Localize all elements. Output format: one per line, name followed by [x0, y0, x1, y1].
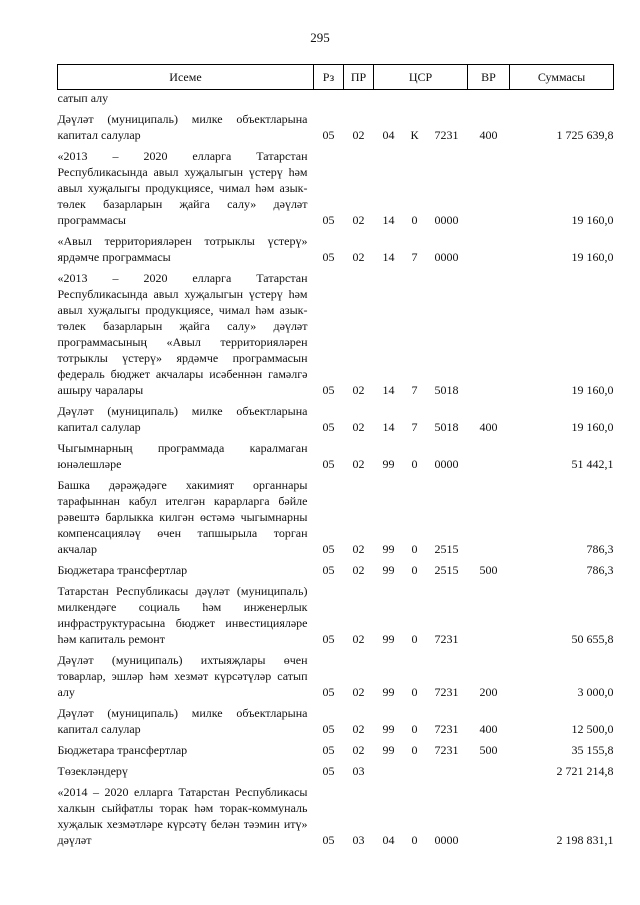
table-header-row — [58, 65, 614, 90]
row-vr — [468, 583, 510, 647]
row-rz: 05 — [322, 383, 335, 397]
row-name: Татарстан Республикасы дәүләт (муниципаль) милкендәге социаль һәм инженерлык инфраструктурасына бюджет инвестицияләре һәм капиталь ремонт — [57, 584, 308, 646]
row-name: Төзекләндерү — [57, 764, 128, 778]
row-vr: 500 — [479, 563, 498, 577]
header-vr: ВР — [468, 65, 510, 90]
row-rz — [314, 90, 344, 107]
row-name: «Авыл территорияләрен тотрыклы үстерү» ярдәмче программасы — [57, 234, 308, 264]
row-csr-subprogram: К — [410, 128, 419, 142]
row-rz: 05 — [322, 128, 335, 142]
table-row — [58, 583, 614, 647]
row-pr: 02 — [352, 743, 365, 757]
row-sum: 1 725 639,8 — [556, 128, 614, 142]
row-vr — [468, 763, 510, 779]
row-csr-program: 99 — [382, 685, 395, 699]
row-vr — [468, 90, 510, 107]
row-pr: 02 — [352, 563, 365, 577]
row-rz: 05 — [322, 213, 335, 227]
row-pr: 03 — [352, 764, 365, 778]
row-pr: 02 — [352, 685, 365, 699]
header-csr: ЦСР — [374, 65, 468, 90]
row-sum: 2 721 214,8 — [556, 764, 614, 778]
row-csr-direction: 0000 — [434, 833, 459, 847]
row-vr — [468, 270, 510, 398]
row-sum: 50 655,8 — [571, 632, 614, 646]
row-pr: 03 — [352, 833, 365, 847]
budget-table — [57, 64, 614, 848]
row-csr-direction — [426, 90, 468, 107]
row-pr: 02 — [352, 420, 365, 434]
row-name: «2014 – 2020 елларга Татарстан Республикасы халкын сыйфатлы торак һәм торак-коммуналь хуҗалык хезмәтләре күрсәтү белән тәэмин итү» дәүләт — [57, 785, 308, 847]
row-csr-subprogram: 0 — [411, 213, 418, 227]
row-sum: 19 160,0 — [571, 420, 614, 434]
row-csr-direction: 0000 — [434, 213, 459, 227]
table-row — [58, 233, 614, 265]
row-csr-subprogram: 7 — [411, 250, 418, 264]
row-csr-direction: 7231 — [434, 722, 459, 736]
row-rz: 05 — [322, 563, 335, 577]
row-csr-program: 04 — [382, 128, 395, 142]
table-body — [58, 90, 614, 849]
row-csr-direction: 0000 — [434, 250, 459, 264]
row-sum: 19 160,0 — [571, 383, 614, 397]
row-vr — [468, 233, 510, 265]
row-vr — [468, 148, 510, 228]
row-vr — [468, 477, 510, 557]
row-csr-program: 99 — [382, 632, 395, 646]
row-rz: 05 — [322, 722, 335, 736]
row-vr — [468, 784, 510, 848]
row-csr-program: 14 — [382, 213, 395, 227]
row-sum: 12 500,0 — [571, 722, 614, 736]
row-csr-subprogram: 0 — [411, 743, 418, 757]
row-csr-direction: 0000 — [434, 457, 459, 471]
row-csr-program — [374, 763, 404, 779]
row-vr: 400 — [479, 420, 498, 434]
header-rz: Рз — [314, 65, 344, 90]
table-row — [58, 111, 614, 143]
row-name: Башка дәрәҗәдәге хакимият органнары тарафыннан кабул ителгән карарларга бәйле рәвештә барлыкка килгән өстәмә чыгымнарны компенсацияләү өчен тапшырыла торган акчалар — [57, 478, 308, 556]
row-vr: 400 — [479, 128, 498, 142]
row-csr-subprogram: 0 — [411, 685, 418, 699]
row-csr-direction: 5018 — [434, 383, 459, 397]
row-rz: 05 — [322, 250, 335, 264]
table-row — [58, 440, 614, 472]
row-csr-direction: 7231 — [434, 743, 459, 757]
row-pr: 02 — [352, 250, 365, 264]
row-rz: 05 — [322, 457, 335, 471]
row-csr-program: 99 — [382, 542, 395, 556]
row-pr: 02 — [352, 457, 365, 471]
row-csr-program: 99 — [382, 722, 395, 736]
row-vr: 200 — [479, 685, 498, 699]
row-sum: 35 155,8 — [571, 743, 614, 757]
row-name: Бюджетара трансфертлар — [57, 563, 188, 577]
row-sum: 786,3 — [586, 542, 614, 556]
row-name: «2013 – 2020 елларга Татарстан Республикасында авыл хуҗалыгын үстерү һәм авыл хуҗалыгы продукциясе, чимал һәм азык-төлек базарларын җайга салу» дәүләт программасы — [57, 149, 308, 227]
page-number: 295 — [310, 30, 330, 45]
row-sum — [510, 90, 614, 107]
row-rz: 05 — [322, 420, 335, 434]
row-pr: 02 — [352, 632, 365, 646]
table-row — [58, 148, 614, 228]
row-pr: 02 — [352, 722, 365, 736]
row-csr-direction: 5018 — [434, 420, 459, 434]
row-sum: 2 198 831,1 — [556, 833, 614, 847]
header-name: Исеме — [58, 65, 314, 90]
row-csr-program: 99 — [382, 563, 395, 577]
table-row — [58, 403, 614, 435]
table-row — [58, 90, 614, 107]
row-sum: 51 442,1 — [571, 457, 614, 471]
row-csr-subprogram: 0 — [411, 632, 418, 646]
row-csr-subprogram: 0 — [411, 833, 418, 847]
row-csr-subprogram: 7 — [411, 420, 418, 434]
table-row — [58, 652, 614, 700]
row-csr-program: 99 — [382, 743, 395, 757]
row-csr-program: 14 — [382, 383, 395, 397]
row-csr-subprogram: 0 — [411, 563, 418, 577]
row-sum: 19 160,0 — [571, 213, 614, 227]
row-pr — [344, 90, 374, 107]
row-csr-subprogram: 0 — [411, 722, 418, 736]
row-vr: 400 — [479, 722, 498, 736]
row-rz: 05 — [322, 542, 335, 556]
row-pr: 02 — [352, 542, 365, 556]
row-csr-program — [374, 90, 404, 107]
table-row — [58, 562, 614, 578]
row-rz: 05 — [322, 833, 335, 847]
row-name: Дәүләт (муниципаль) милке объектларына капитал салулар — [57, 706, 308, 736]
row-pr: 02 — [352, 128, 365, 142]
row-pr: 02 — [352, 383, 365, 397]
table-row — [58, 742, 614, 758]
row-csr-program: 14 — [382, 250, 395, 264]
table-row — [58, 705, 614, 737]
row-csr-subprogram: 0 — [411, 542, 418, 556]
row-csr-program: 14 — [382, 420, 395, 434]
row-rz: 05 — [322, 632, 335, 646]
table-row — [58, 763, 614, 779]
row-csr-program: 04 — [382, 833, 395, 847]
row-csr-direction: 7231 — [434, 685, 459, 699]
row-csr-subprogram: 0 — [411, 457, 418, 471]
row-sum: 786,3 — [586, 563, 614, 577]
row-vr: 500 — [479, 743, 498, 757]
header-sum: Суммасы — [510, 65, 614, 90]
row-csr-direction: 2515 — [434, 563, 459, 577]
row-sum: 19 160,0 — [571, 250, 614, 264]
row-name: Дәүләт (муниципаль) милке объектларына капитал салулар — [57, 112, 308, 142]
row-csr-direction: 7231 — [434, 632, 459, 646]
row-name: Бюджетара трансфертлар — [57, 743, 188, 757]
row-pr: 02 — [352, 213, 365, 227]
table-row — [58, 270, 614, 398]
row-name: сатып алу — [57, 91, 109, 105]
table-row — [58, 784, 614, 848]
row-csr-program: 99 — [382, 457, 395, 471]
row-rz: 05 — [322, 743, 335, 757]
row-csr-direction: 2515 — [434, 542, 459, 556]
header-pr: ПР — [344, 65, 374, 90]
row-sum: 3 000,0 — [577, 685, 614, 699]
row-vr — [468, 440, 510, 472]
row-name: Чыгымнарның программада каралмаган юнәлешләре — [57, 441, 308, 471]
row-csr-direction: 7231 — [434, 128, 459, 142]
row-csr-subprogram: 7 — [411, 383, 418, 397]
row-rz: 05 — [322, 685, 335, 699]
row-csr-direction — [426, 763, 468, 779]
row-name: Дәүләт (муниципаль) ихтыяҗлары өчен товарлар, эшләр һәм хезмәт күрсәтүләр сатып алу — [57, 653, 308, 699]
table-row — [58, 477, 614, 557]
row-csr-subprogram — [404, 90, 426, 107]
row-csr-subprogram — [404, 763, 426, 779]
row-name: «2013 – 2020 елларга Татарстан Республикасында авыл хуҗалыгын үстерү һәм авыл хуҗалыгы продукциясе, чимал һәм азык-төлек базарларын җайга салу» дәүләт программасының «Авыл территорияләрен тотрыклы үстерү» ярдәмче программасын федераль бюджет акчалары исәбеннән гамәлгә ашыру чаралары — [57, 271, 308, 397]
row-name: Дәүләт (муниципаль) милке объектларына капитал салулар — [57, 404, 308, 434]
row-rz: 05 — [322, 764, 335, 778]
